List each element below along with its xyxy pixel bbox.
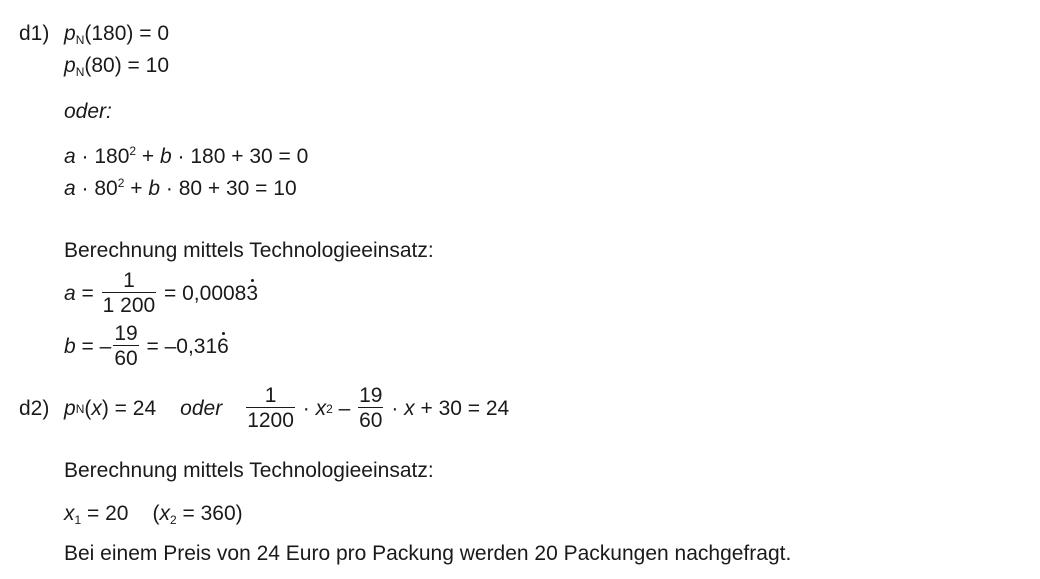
var-x: x — [64, 502, 75, 525]
repeating-digit: 6 — [217, 335, 229, 359]
fraction-1 — [246, 385, 295, 432]
fraction-2 — [358, 385, 383, 432]
d2-solution — [64, 502, 243, 527]
decimal-value: = –0,31 — [140, 335, 218, 359]
fraction-a — [102, 270, 157, 317]
exponent: 2 — [129, 144, 137, 158]
var-p: p — [64, 54, 76, 77]
paren: ( — [152, 502, 160, 525]
var-x: x — [159, 502, 170, 525]
d1-system-eq-1 — [64, 146, 308, 167]
denominator: 1 200 — [102, 294, 156, 318]
eq-text: (80) = 10 — [84, 54, 169, 77]
eq-text: + 30 = 24 — [414, 397, 510, 421]
value: = 360) — [176, 502, 243, 525]
d2-calc-text: Berechnung mittels Technologieeinsatz: — [64, 459, 434, 482]
d2-equation: p N ( x ) = 24 oder $\frac{1}{1200}$ · x 2 – $\frac{19}{60}$ · x + 30 = 24 — [64, 384, 510, 433]
d1-label: d1) — [19, 22, 50, 45]
var-x: x — [91, 397, 102, 421]
numerator: 1 — [264, 384, 277, 407]
numerator: 19 — [114, 322, 138, 345]
d1-equation-1 — [64, 22, 169, 47]
sub-n: N — [75, 65, 85, 79]
d1-a-result — [64, 270, 258, 317]
d2-label: d2) — [19, 397, 50, 420]
var-b: b — [148, 177, 161, 200]
sub-2: 2 — [169, 513, 177, 527]
d1-calc-text: Berechnung mittels Technologieeinsatz: — [64, 239, 434, 262]
d1-b-result — [64, 323, 229, 370]
decimal-value: = 0,0008 — [158, 282, 247, 306]
term: + — [124, 177, 149, 200]
term: · 80 + 30 = 10 — [160, 177, 297, 200]
value: = 20 — [81, 502, 129, 525]
numerator: 19 — [359, 384, 383, 407]
var-p: p — [64, 22, 76, 45]
var-b: b — [160, 145, 172, 168]
exponent: 2 — [117, 176, 125, 190]
denominator: 1200 — [247, 409, 294, 433]
var-a: a — [64, 282, 76, 306]
d1-system-eq-2 — [64, 178, 297, 199]
d1-equation-2 — [64, 54, 169, 79]
paren: ( — [84, 397, 92, 421]
dot-op: · — [296, 397, 316, 421]
minus-op: – — [332, 397, 357, 421]
eq-sign: = – — [75, 335, 112, 359]
oder-text: oder — [180, 397, 223, 421]
eq-text: ) = 24 — [101, 397, 157, 421]
dot-op: · — [385, 397, 405, 421]
sub-1: 1 — [74, 513, 82, 527]
numerator: 1 — [123, 269, 135, 292]
denominator: 60 — [114, 347, 138, 371]
var-p: p — [64, 397, 76, 421]
var-b: b — [64, 335, 76, 359]
fraction-b — [113, 323, 138, 370]
term: + — [136, 145, 161, 168]
sub-n: N — [75, 33, 85, 47]
var-x: x — [404, 397, 415, 421]
term: · 180 + 30 = 0 — [171, 145, 309, 168]
term: · 180 — [75, 145, 130, 168]
var-a: a — [64, 177, 76, 200]
eq-text: (180) = 0 — [84, 22, 169, 45]
repeating-digit: 3 — [246, 282, 259, 306]
var-x: x — [315, 397, 327, 421]
eq-sign: = — [75, 282, 100, 306]
oder-text: oder: — [64, 100, 112, 123]
term: · 80 — [75, 177, 118, 200]
d2-answer: Bei einem Preis von 24 Euro pro Packung werden 20 Packungen nachgefragt. — [64, 542, 792, 565]
var-a: a — [64, 145, 76, 168]
denominator: 60 — [359, 409, 383, 433]
d1-oder — [64, 101, 112, 122]
